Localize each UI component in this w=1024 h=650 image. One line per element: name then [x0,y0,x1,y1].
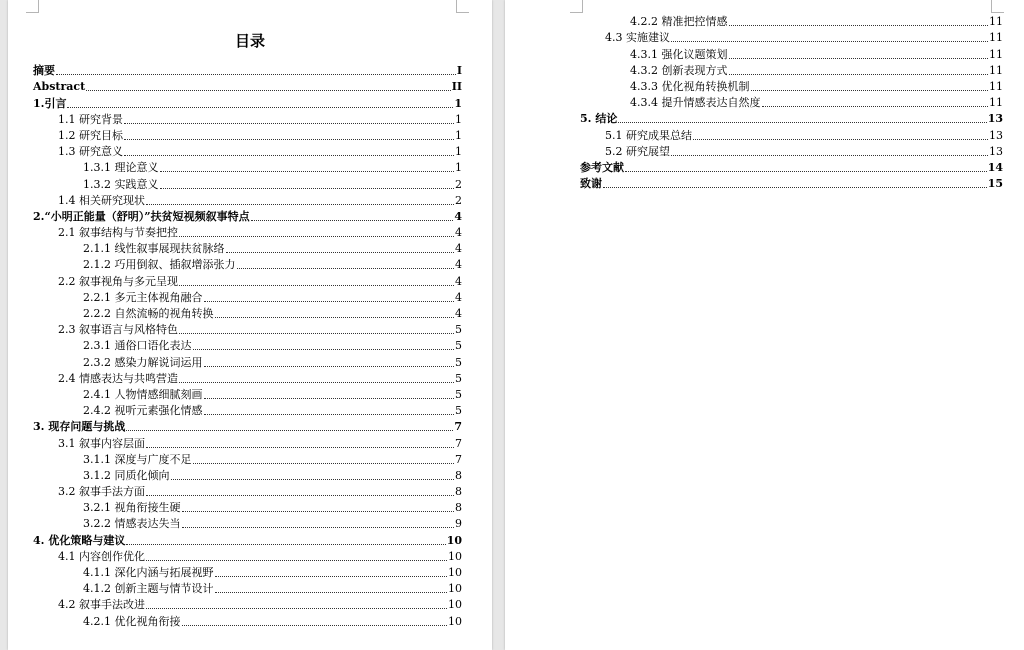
toc-entry-title: 1.引言 [33,96,67,110]
toc-entry-page-number: 13 [987,112,1003,126]
toc-entry[interactable] [580,110,1003,126]
toc-entry-title: 1.4 相关研究现状 [58,193,145,207]
toc-entry-page-number: 5 [455,387,462,401]
toc-entry-title: 4.3.3 优化视角转换机制 [630,79,750,93]
toc-entry-page-number: 11 [989,47,1003,61]
toc-entry[interactable] [33,78,462,94]
page-corner-mark [456,0,469,13]
toc-entry[interactable] [33,127,462,143]
dot-leader [226,252,455,253]
toc-entry-page-number: 11 [989,15,1003,29]
toc-entry[interactable] [580,13,1003,29]
toc-entry[interactable] [580,94,1003,110]
dot-leader [146,608,447,609]
dot-leader [729,25,989,26]
dot-leader [124,139,454,140]
toc-entry-page-number: 14 [987,160,1003,174]
dot-leader [56,74,456,75]
toc-entry-page-number: 11 [989,31,1003,45]
page-corner-mark [570,0,583,13]
toc-entry-title: 1.1 研究背景 [58,112,123,126]
toc-entry-title: 2.4.1 人物情感细腻刻画 [83,387,203,401]
toc-entry[interactable] [33,434,462,450]
dot-leader [751,90,989,91]
dot-leader [182,625,448,626]
document-page-left [8,0,492,650]
toc-entry-page-number: 13 [989,128,1003,142]
toc-entry[interactable] [33,515,462,531]
toc-entry[interactable] [33,240,462,256]
toc-entry-title: 1.3.2 实践意义 [83,177,159,191]
toc-entry-title: 4.3.4 提升情感表达自然度 [630,96,761,110]
toc-entry-page-number: 2 [455,193,462,207]
dot-leader [215,317,455,318]
toc-entry[interactable] [580,45,1003,61]
toc-entry[interactable] [33,111,462,127]
dot-leader [215,576,448,577]
toc-entry-page-number: 4 [455,290,462,304]
dot-leader [146,560,447,561]
dot-leader [126,544,445,545]
dot-leader [671,41,988,42]
dot-leader [179,236,454,237]
toc-entry-page-number: 15 [987,177,1003,191]
toc-entry-title: 5.2 研究展望 [605,144,670,158]
dot-leader [193,349,455,350]
toc-entry-title: 3.2 叙事手法方面 [58,485,145,499]
dot-leader [146,495,454,496]
dot-leader [160,188,455,189]
toc-entry-title: 2.3.2 感染力解说词运用 [83,355,203,369]
toc-entry-page-number: 7 [455,452,462,466]
toc-entry-title: 2.1 叙事结构与节奏把控 [58,226,178,240]
toc-entry-page-number: 4 [455,274,462,288]
toc-entry-page-number: I [456,64,462,78]
toc-entry[interactable] [33,580,462,596]
toc-entry-title: 1.2 研究目标 [58,128,123,142]
dot-leader [251,220,454,221]
toc-entry-page-number: 5 [455,355,462,369]
dot-leader [182,511,455,512]
toc-entry[interactable] [580,62,1003,78]
toc-entry-page-number: 10 [448,598,462,612]
dot-leader [204,366,455,367]
toc-entry-page-number: 9 [455,517,462,531]
dot-leader [179,382,454,383]
toc-entry-title: 4.2.2 精准把控情感 [630,15,728,29]
toc-entry-title: 4.3.2 创新表现方式 [630,63,728,77]
page-corner-mark [26,0,39,13]
toc-entry[interactable] [33,208,462,224]
toc-entry[interactable] [33,612,462,628]
toc-entry[interactable] [580,78,1003,94]
toc-entry[interactable] [33,192,462,208]
toc-entry-page-number: 1 [455,128,462,142]
toc-entry[interactable] [33,451,462,467]
toc-entry[interactable] [580,143,1003,159]
toc-entry-page-number: 11 [989,79,1003,93]
toc-entry-page-number: 4 [454,209,462,223]
dot-leader [171,479,455,480]
dot-leader [179,285,454,286]
toc-entry-page-number: 5 [455,404,462,418]
toc-entry-title: 3.2.1 视角衔接生硬 [83,501,181,515]
toc-entry[interactable] [580,175,1003,191]
toc-entry[interactable] [33,467,462,483]
dot-leader [729,74,989,75]
toc-entry-page-number: 4 [455,307,462,320]
dot-leader [160,171,455,172]
dot-leader [693,139,988,140]
toc-entry-title: 3.1.2 同质化倾向 [83,468,170,482]
toc-entry[interactable] [33,531,462,547]
toc-entry[interactable] [580,29,1003,45]
toc-entry-title: 4. 优化策略与建议 [33,533,126,547]
toc-entry-page-number: 11 [989,96,1003,110]
toc-entry[interactable] [33,353,462,369]
toc-entry-title: 4.3.1 强化议题策划 [630,47,728,61]
toc-entry-title: 5. 结论 [580,112,618,126]
dot-leader [204,398,455,399]
toc-entry-title: 2.1.1 线性叙事展现扶贫脉络 [83,242,225,256]
toc-entry[interactable] [33,499,462,515]
toc-entry-page-number: 5 [455,339,462,353]
toc-entry-title: 3.1 叙事内容层面 [58,436,145,450]
toc-entry-title: 4.2.1 优化视角衔接 [83,614,181,628]
dot-leader [182,527,455,528]
toc-entry[interactable] [33,337,462,353]
toc-entry-page-number: 10 [448,566,462,579]
toc-entry-title: 2.1.2 巧用倒叙、插叙增添张力 [83,258,236,272]
toc-entry[interactable] [33,159,462,175]
toc-entry-title: 2.“小明正能量（舒明）”扶贫短视频叙事特点 [33,209,250,223]
toc-entry-page-number: 1 [454,96,462,110]
toc-entry[interactable] [33,224,462,240]
dot-leader [204,414,455,415]
toc-entry-page-number: 5 [455,323,462,337]
toc-entry[interactable] [33,289,462,305]
toc-entry-title: 5.1 研究成果总结 [605,128,692,142]
toc-entry-page-number: 10 [448,582,462,596]
dot-leader [146,204,454,205]
toc-entry-page-number: 7 [455,436,462,450]
toc-entry[interactable] [33,272,462,288]
toc-entry-title: Abstract [33,80,86,94]
toc-entry-page-number: 7 [454,420,462,434]
toc-entry-title: 4.3 实施建议 [605,31,670,45]
dot-leader [671,155,988,156]
toc-entry-title: 2.2.2 自然流畅的视角转换 [83,307,214,320]
toc-entry-page-number: 1 [455,112,462,126]
toc-entry-title: 致谢 [580,177,602,191]
toc-entry-title: 1.3 研究意义 [58,145,123,159]
toc-entry[interactable] [33,321,462,337]
toc-entry-title: 1.3.1 理论意义 [83,161,159,175]
dot-leader [625,171,987,172]
toc-entry-title: 2.3 叙事语言与风格特色 [58,323,178,337]
toc-entry-title: 3.2.2 情感表达失当 [83,517,181,531]
toc-list [580,13,1003,191]
toc-entry[interactable] [33,483,462,499]
document-page-right [505,0,1024,650]
toc-entry-title: 2.4.2 视听元素强化情感 [83,404,203,418]
toc-entry-page-number: 8 [455,501,462,515]
toc-entry-page-number: 10 [448,614,462,628]
toc-entry-page-number: 13 [989,144,1003,158]
toc-entry-title: 摘要 [33,64,55,78]
dot-leader [124,123,454,124]
toc-entry-title: 4.1 内容创作优化 [58,549,145,563]
toc-entry[interactable] [33,548,462,564]
toc-entry-title: 2.3.1 通俗口语化表达 [83,339,192,353]
dot-leader [603,187,987,188]
toc-entry[interactable] [33,305,462,321]
toc-entry-page-number: 10 [448,549,462,563]
dot-leader [762,106,989,107]
toc-entry-page-number: 5 [455,371,462,385]
toc-entry[interactable] [33,175,462,191]
toc-entry[interactable] [33,564,462,580]
toc-entry[interactable] [33,402,462,418]
dot-leader [179,333,454,334]
dot-leader [193,463,455,464]
dot-leader [67,107,453,108]
toc-entry-page-number: 8 [455,468,462,482]
toc-entry-title: 3.1.1 深度与广度不足 [83,452,192,466]
dot-leader [237,268,455,269]
dot-leader [124,155,454,156]
toc-title: 目录 [234,32,265,50]
dot-leader [215,592,448,593]
dot-leader [204,301,455,302]
toc-entry[interactable] [33,596,462,612]
toc-entry-page-number: 1 [455,161,462,175]
toc-entry[interactable] [33,62,462,78]
toc-entry[interactable] [33,418,462,434]
toc-entry-title: 4.2 叙事手法改进 [58,598,145,612]
toc-entry-page-number: 2 [455,177,462,191]
toc-entry[interactable] [33,143,462,159]
dot-leader [146,447,454,448]
toc-entry-page-number: 4 [455,258,462,272]
dot-leader [86,90,451,91]
dot-leader [729,58,989,59]
toc-entry-page-number: 4 [455,242,462,256]
toc-entry[interactable] [33,386,462,402]
toc-entry-title: 参考文献 [580,160,624,174]
toc-entry-page-number: 11 [989,63,1003,77]
toc-entry[interactable] [33,370,462,386]
toc-entry[interactable] [580,159,1003,175]
toc-entry-title: 4.1.2 创新主题与情节设计 [83,582,214,596]
toc-entry-page-number: 1 [455,145,462,159]
toc-entry-title: 2.2 叙事视角与多元呈现 [58,274,178,288]
toc-entry-page-number: 8 [455,485,462,499]
dot-leader [618,122,986,123]
toc-entry[interactable] [33,94,462,110]
toc-entry[interactable] [33,256,462,272]
dot-leader [126,430,453,431]
toc-entry-page-number: 10 [446,533,462,547]
toc-entry[interactable] [580,126,1003,142]
toc-entry-title: 3. 现存问题与挑战 [33,420,126,434]
toc-entry-title: 2.2.1 多元主体视角融合 [83,290,203,304]
toc-entry-title: 4.1.1 深化内涵与拓展视野 [83,566,214,579]
toc-entry-title: 2.4 情感表达与共鸣营造 [58,371,178,385]
page-corner-mark [991,0,1004,13]
toc-entry-page-number: II [451,80,462,94]
toc-entry-page-number: 4 [455,226,462,240]
toc-list [33,62,462,629]
